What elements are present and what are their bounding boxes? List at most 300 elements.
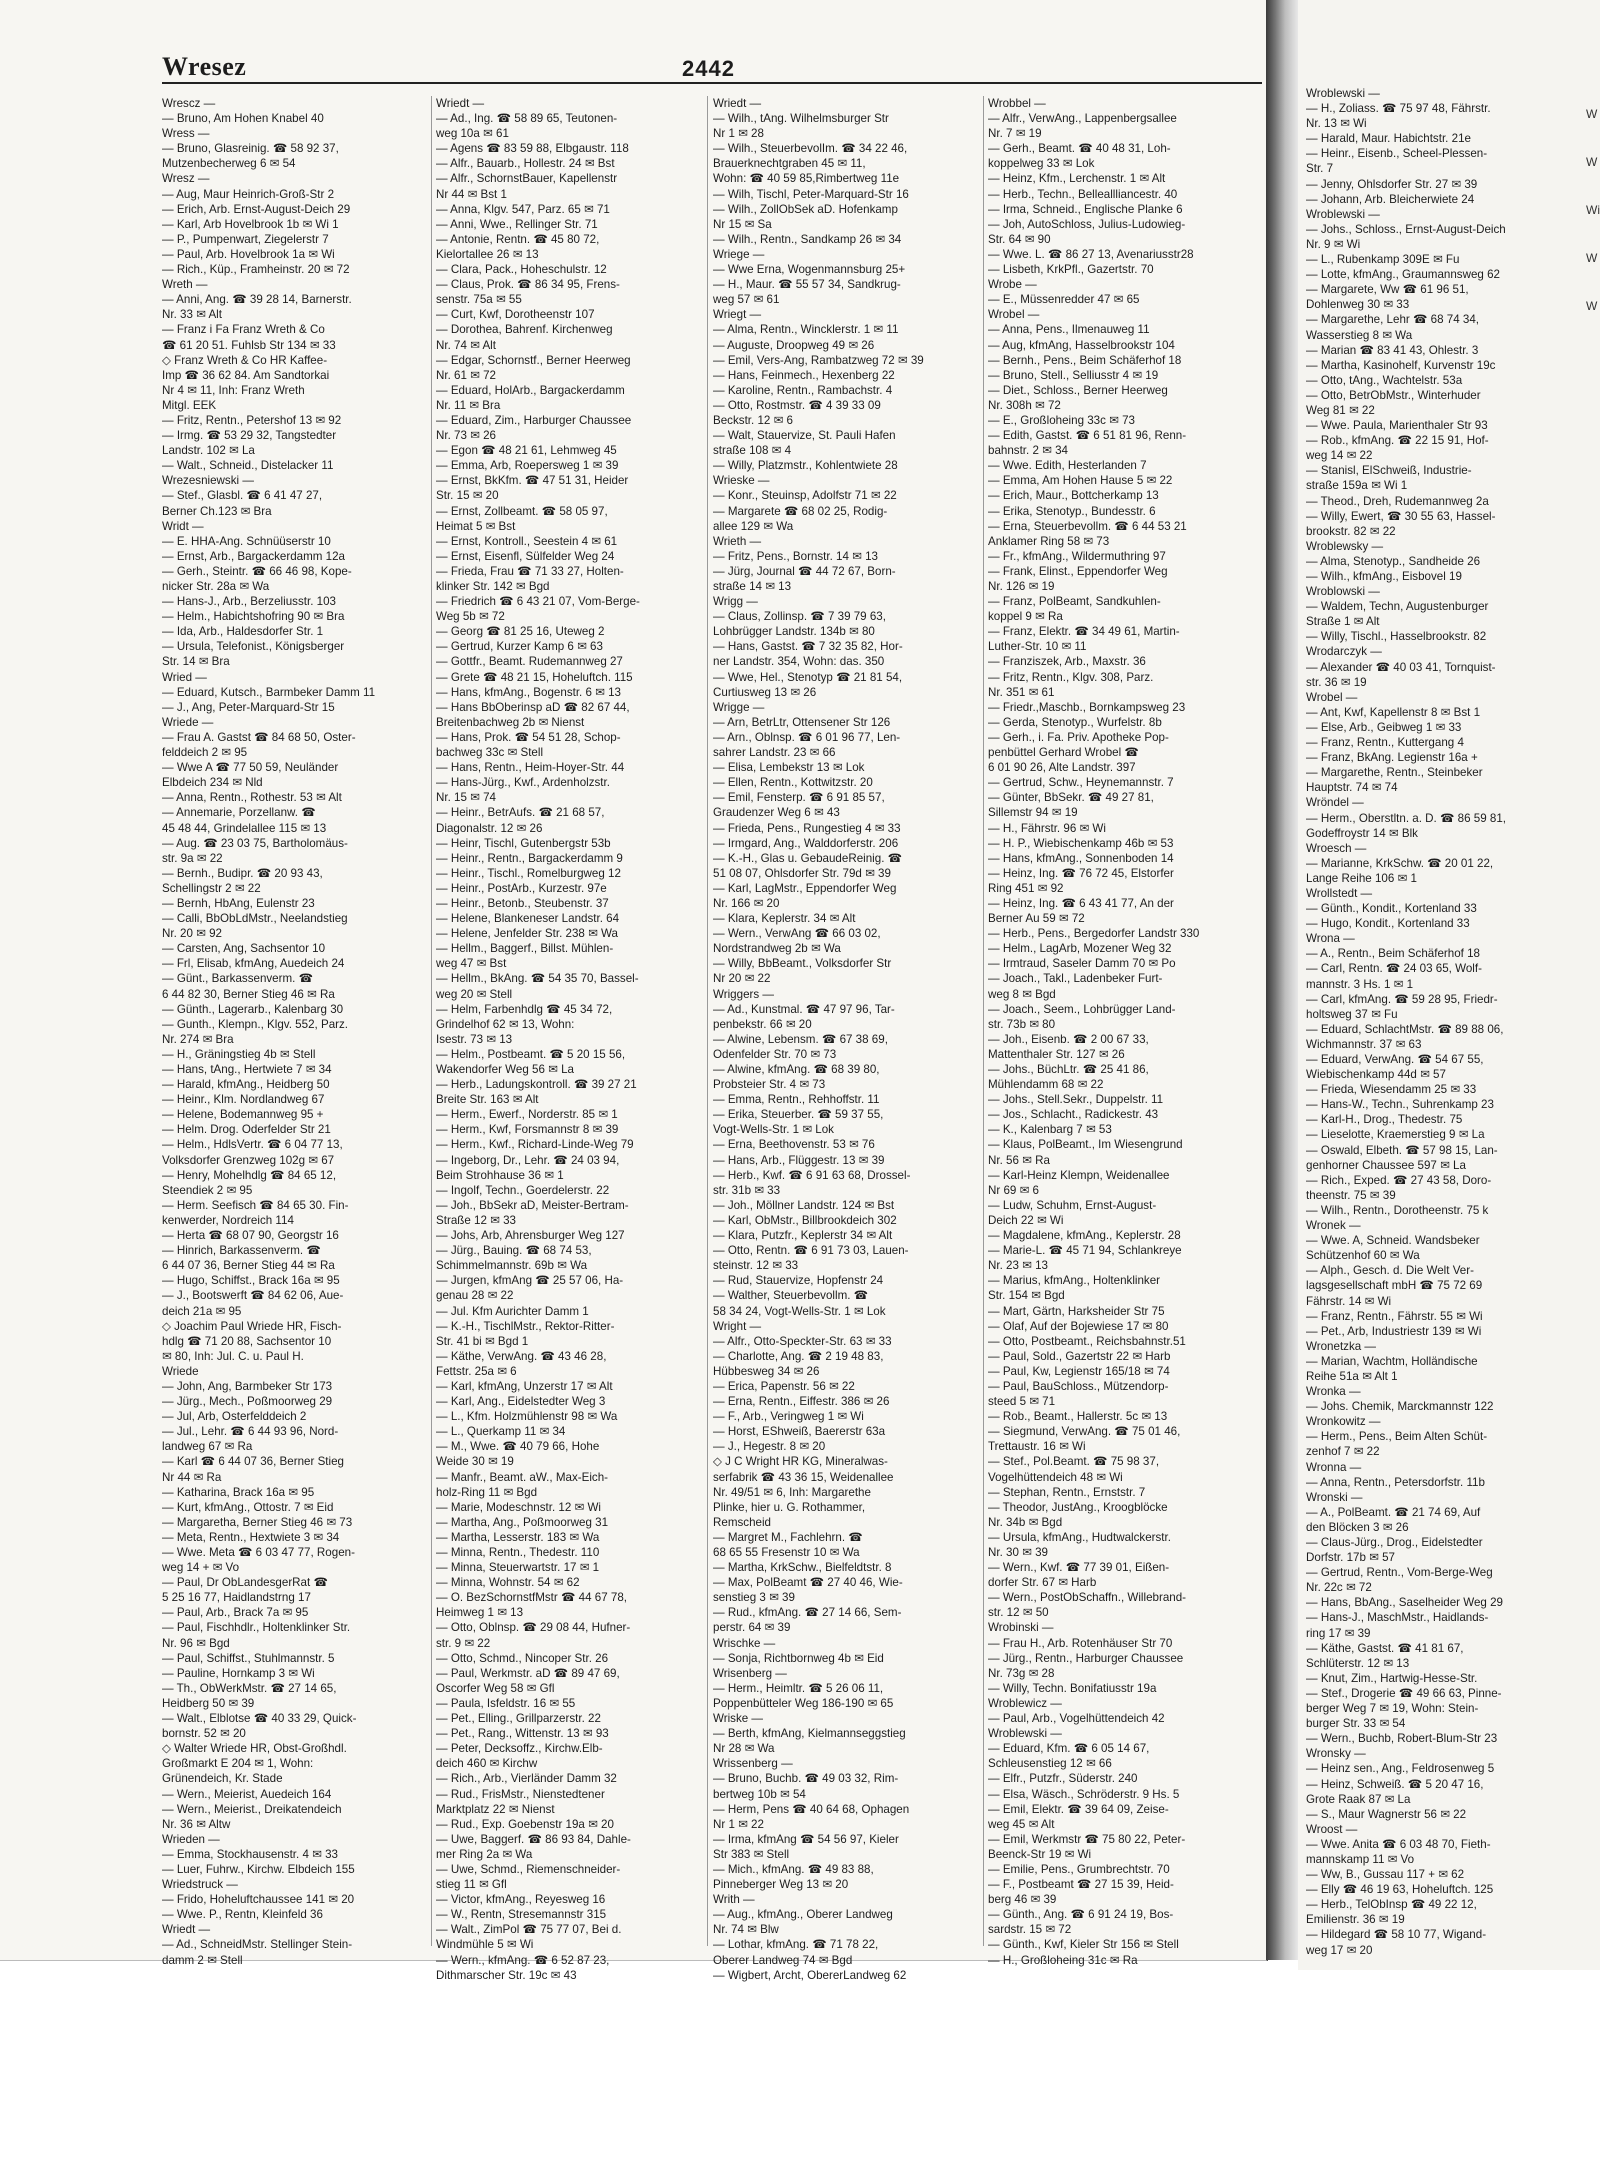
directory-entry: straße 108 ✉ 4 (713, 444, 792, 458)
directory-entry: — Karl ☎ 6 44 07 36, Berner Stieg (162, 1455, 345, 1469)
directory-entry: — Wwe. Paula, Marienthaler Str 93 (1306, 419, 1488, 433)
directory-entry: — Friedrich ☎ 6 43 21 07, Vom-Berge- (436, 595, 640, 609)
directory-entry: weg 17 ✉ 20 (1306, 1943, 1373, 1957)
directory-entry: Str. 14 ✉ Bra (162, 655, 230, 669)
directory-entry: Breitenbachweg 2b ✉ Nienst (436, 715, 585, 729)
directory-entry: berg 46 ✉ 39 (988, 1893, 1057, 1907)
directory-entry: — Aug. ☎ 23 03 75, Bartholomäus- (162, 836, 348, 850)
directory-entry: — Harald, Maur. Habichtstr. 21e (1306, 132, 1471, 146)
directory-entry: sahrer Landstr. 23 ✉ 66 (713, 746, 836, 760)
directory-entry: — Wern., Kwf. ☎ 77 39 01, Eißen- (988, 1561, 1170, 1575)
directory-entry: — Herta ☎ 68 07 90, Georgstr 16 (162, 1229, 339, 1243)
directory-entry: — Stephan, Rentn., Ernststr. 7 (988, 1485, 1146, 1499)
directory-entry: Nr. 96 ✉ Bgd (162, 1636, 230, 1650)
directory-entry: — Joh., Eisenb. ☎ 2 00 67 33, (988, 1032, 1149, 1046)
surname-heading: Wress — (162, 127, 210, 141)
directory-entry: — Sonja, Richtbornweg 4b ✉ Eid (713, 1651, 884, 1665)
directory-entry: senstr. 75a ✉ 55 (436, 293, 522, 307)
directory-entry: — Wilh., tAng. Wilhelmsburger Str (713, 112, 889, 126)
directory-entry: Str. 41 bi ✉ Bgd 1 (436, 1334, 529, 1348)
directory-entry: — Rich., Küp., Framheinstr. 20 ✉ 72 (162, 263, 350, 277)
directory-entry: Breite Str. 163 ✉ Alt (436, 1093, 539, 1107)
directory-entry: Nordstrandweg 2b ✉ Wa (713, 942, 841, 956)
directory-entry: — Ingolf, Techn., Goerdelerstr. 22 (436, 1183, 610, 1197)
directory-entry: Schellingstr 2 ✉ 22 (162, 881, 261, 895)
surname-heading: Wried — (162, 670, 207, 684)
directory-entry: — Franziszek, Arb., Maxstr. 36 (988, 655, 1146, 669)
directory-entry: — L., Kfm. Holzmühlenstr 98 ✉ Wa (436, 1410, 618, 1424)
directory-entry: — Ellen, Rentn., Kottwitzstr. 20 (713, 776, 873, 790)
directory-entry: — Carl, Rentn. ☎ 24 03 65, Wolf- (1306, 962, 1482, 976)
directory-entry: — Karl-H., Drog., Thedestr. 75 (1306, 1113, 1463, 1127)
directory-entry: — Bruno, Am Hohen Knabel 40 (162, 112, 324, 126)
directory-entry: — Margaretha, Berner Stieg 46 ✉ 73 (162, 1515, 353, 1529)
surname-heading: Wrieske — (713, 474, 770, 488)
directory-entry: — Heinz, Ing. ☎ 76 72 45, Elstorfer (988, 866, 1174, 880)
directory-entry: — Johs., BüchLtr. ☎ 25 41 86, (988, 1063, 1149, 1076)
edge-letter: W (1586, 155, 1598, 169)
directory-entry: Fettstr. 25a ✉ 6 (436, 1364, 517, 1378)
directory-entry: — Paul, Schiffst., Stuhlmannstr. 5 (162, 1651, 335, 1665)
directory-entry: — Erich, Maur., Bottcherkamp 13 (988, 489, 1159, 503)
directory-entry: — Wern., Meierist, Auedeich 164 (162, 1787, 332, 1801)
directory-entry: — Paul, Arb. Hovelbrook 1a ✉ Wi (162, 247, 335, 261)
directory-entry: Weide 30 ✉ 19 (436, 1455, 514, 1469)
directory-entry: Dithmarscher Str. 19c ✉ 43 (436, 1968, 577, 1982)
directory-entry: Nr. 126 ✉ 19 (988, 580, 1055, 593)
directory-entry: — H., Zoliass. ☎ 75 97 48, Fährstr. (1306, 102, 1491, 116)
directory-entry: — Johs, Arb, Ahrensburger Weg 127 (436, 1229, 625, 1243)
directory-entry: — Emma, Arb, Roepersweg 1 ✉ 39 (436, 459, 619, 473)
directory-entry: — Rob., kfmAng. ☎ 22 15 91, Hof- (1306, 434, 1489, 448)
directory-entry: zenhof 7 ✉ 22 (1306, 1445, 1380, 1459)
directory-entry: — Rud., FrisMstr., Nienstedtener (436, 1787, 605, 1801)
directory-entry: — Bernh, HbAng, Eulenstr 23 (162, 896, 315, 910)
directory-entry: — Marie-L. ☎ 45 71 94, Schlankreye (988, 1244, 1182, 1258)
directory-entry: Grote Raak 87 ✉ La (1306, 1792, 1411, 1806)
directory-entry: — Konr., Steuinsp, Adolfstr 71 ✉ 22 (713, 489, 897, 503)
directory-entry: — Grete ☎ 48 21 15, Hoheluftch. 115 (436, 670, 633, 684)
directory-entry: — Heinr., PostArb., Kurzestr. 97e (436, 881, 607, 895)
directory-entry: — Herm., Oberstltn. a. D. ☎ 86 59 81, (1306, 811, 1507, 825)
directory-entry: — Stef., Drogerie ☎ 49 66 63, Pinne- (1306, 1686, 1502, 1700)
directory-entry: — Emma, Am Hohen Hause 5 ✉ 22 (988, 474, 1173, 488)
directory-entry: — Walt., Elblotse ☎ 40 33 29, Quick- (162, 1712, 357, 1726)
directory-entry: — Agens ☎ 83 59 88, Elbgaustr. 118 (436, 142, 629, 156)
directory-entry: — Ad., SchneidMstr. Stellinger Stein- (162, 1938, 353, 1952)
directory-entry: — Martha, Ang., Poßmoorweg 31 (436, 1515, 609, 1529)
directory-entry: — Victor, kfmAng., Reyesweg 16 (436, 1893, 606, 1907)
directory-entry: — Hans, BbAng., Saselheider Weg 29 (1306, 1596, 1503, 1610)
directory-entry: — Emil, Elektr. ☎ 39 64 09, Zeise- (988, 1802, 1169, 1816)
directory-entry: — Eduard, SchlachtMstr. ☎ 89 88 06, (1306, 1022, 1504, 1036)
directory-entry: — Pauline, Hornkamp 3 ✉ Wi (162, 1666, 315, 1680)
directory-entry: Schützenhof 60 ✉ Wa (1306, 1249, 1420, 1263)
directory-entry: — Heinz, Ing. ☎ 6 43 41 77, An der (988, 896, 1174, 910)
directory-entry: damm 2 ✉ Stell (162, 1953, 243, 1967)
directory-entry: — Alexander ☎ 40 03 41, Tornquist- (1306, 660, 1496, 674)
directory-entry: — Hans, tAng., Hertwiete 7 ✉ 34 (162, 1063, 332, 1076)
directory-entry: Nr. 7 ✉ 19 (988, 127, 1042, 141)
directory-entry: — Mart, Gärtn, Harksheider Str 75 (988, 1304, 1165, 1318)
directory-entry: — Jul., Lehr. ☎ 6 44 93 96, Nord- (162, 1425, 339, 1439)
directory-entry: — Hellm., Baggerf., Billst. Mühlen- (436, 942, 614, 956)
directory-entry: brookstr. 82 ✉ 22 (1306, 524, 1396, 538)
directory-entry: — Ernst, Arb., Bargackerdamm 12a (162, 549, 345, 563)
directory-entry: — Fritz, Rentn., Klgv. 308, Parz. (988, 670, 1154, 684)
directory-entry: — Ant, Kwf, Kapellenstr 8 ✉ Bst 1 (1306, 705, 1481, 719)
directory-entry: — Uwe, Baggerf. ☎ 86 93 84, Dahle- (436, 1832, 631, 1846)
directory-entry: — Bernh., Pens., Beim Schäferhof 18 (988, 353, 1182, 367)
directory-entry: Str. 15 ✉ 20 (436, 489, 499, 503)
directory-entry: — Wwe. Anita ☎ 6 03 48 70, Fieth- (1306, 1837, 1491, 1851)
directory-entry: — Auguste, Droopweg 49 ✉ 26 (713, 338, 875, 352)
directory-entry: — Elly ☎ 46 19 63, Hoheluftch. 125 (1306, 1883, 1494, 1897)
directory-entry: Nr. 274 ✉ Bra (162, 1032, 234, 1046)
directory-entry: — Heinz, Schweiß. ☎ 5 20 47 16, (1306, 1777, 1484, 1791)
directory-entry: — Emilie, Pens., Grumbrechtstr. 70 (988, 1862, 1170, 1876)
directory-entry: — Margarethe, Lehr ☎ 68 74 34, (1306, 313, 1479, 327)
listing-column-1 (162, 96, 430, 1967)
directory-entry: Vogt-Wells-Str. 1 ✉ Lok (713, 1123, 834, 1137)
surname-heading: Wroblewski — (1306, 207, 1380, 221)
directory-entry: Mutzenbecherweg 6 ✉ 54 (162, 157, 296, 171)
directory-entry: — Willy, Ewert, ☎ 30 55 63, Hassel- (1306, 509, 1496, 523)
directory-entry: — Martha, Lesserstr. 183 ✉ Wa (436, 1530, 600, 1544)
directory-entry: Anklamer Ring 58 ✉ 73 (988, 534, 1110, 548)
directory-entry: — H., Maur. ☎ 55 57 34, Sandkrug- (713, 278, 901, 292)
directory-entry: 5 25 16 77, Haidlandstrng 17 (162, 1591, 311, 1605)
page-number: 2442 (682, 56, 735, 81)
directory-entry: Nr. 9 ✉ Wi (1306, 237, 1361, 251)
directory-entry: Deich 22 ✉ Wi (988, 1213, 1064, 1227)
directory-entry: Oberer Landweg 74 ✉ Bgd (713, 1953, 853, 1967)
directory-entry: Volksdorfer Grenzweg 102g ✉ 67 (162, 1153, 335, 1167)
directory-entry: Berner Au 59 ✉ 72 (988, 912, 1085, 926)
directory-entry: — Charlotte, Ang. ☎ 2 19 48 83, (713, 1349, 884, 1363)
directory-entry: — Heinr., Klm. Nordlandweg 67 (162, 1093, 325, 1107)
surname-heading: Wroblewski — (1306, 87, 1380, 100)
directory-entry: berger Weg 7 ✉ 19, Wohn: Stein- (1306, 1702, 1479, 1716)
surname-heading: Wright — (713, 1319, 762, 1333)
directory-entry: Imp ☎ 36 62 84. Am Sandtorkai (162, 368, 330, 382)
directory-entry: — Paula, Isfeldstr. 16 ✉ 55 (436, 1696, 576, 1710)
surname-heading: Wriedt — (436, 97, 485, 110)
directory-entry: — Käthe, VerwAng. ☎ 43 46 28, (436, 1349, 607, 1363)
directory-entry: senstieg 3 ✉ 39 (713, 1591, 795, 1605)
surname-heading: Wrescz — (162, 97, 216, 110)
book-spine-shadow (1266, 0, 1298, 1960)
directory-entry: — Otto, tAng., Wachtelstr. 53a (1306, 373, 1463, 387)
directory-entry: — Walt, Stauervize, St. Pauli Hafen (713, 429, 896, 443)
directory-entry: Mattenthaler Str. 127 ✉ 26 (988, 1047, 1125, 1061)
directory-entry: — Wern., Buchb, Robert-Blum-Str 23 (1306, 1732, 1498, 1746)
directory-entry: — Johs., Schloss., Ernst-August-Deich (1306, 222, 1506, 236)
directory-entry: — Gertrud, Schw., Heynemannstr. 7 (988, 776, 1174, 790)
directory-entry: Brauerknechtgraben 45 ✉ 11, (713, 157, 866, 171)
directory-entry: Nr. 74 ✉ Alt (436, 338, 496, 352)
directory-entry: — Theod., Dreh, Rudemannweg 2a (1306, 494, 1489, 508)
surname-heading: Wrischke — (713, 1636, 776, 1650)
directory-entry: — Hans, Rentn., Heim-Hoyer-Str. 44 (436, 761, 625, 775)
directory-entry: Nr. 308h ✉ 72 (988, 398, 1061, 412)
directory-entry: — Alma, Stenotyp., Sandheide 26 (1306, 554, 1481, 568)
directory-entry: — Horst, EShweiß, Baererstr 63a (713, 1425, 886, 1439)
directory-entry: Wichmannstr. 37 ✉ 63 (1306, 1037, 1422, 1051)
directory-entry: — Klaus, PolBeamt., Im Wiesengrund (988, 1138, 1183, 1152)
directory-entry: — Hans, kfmAng., Bogenstr. 6 ✉ 13 (436, 685, 621, 699)
directory-entry: — Elisa, Lembekstr 13 ✉ Lok (713, 761, 865, 775)
directory-entry: — Gottfr., Beamt. Rudemannweg 27 (436, 655, 623, 669)
directory-entry: Nr. 15 ✉ 74 (436, 791, 496, 805)
directory-entry: Nr. 33 ✉ Alt (162, 308, 222, 322)
directory-entry: — Paul, Fischhdlr., Holtenklinker Str. (162, 1621, 351, 1635)
directory-entry: Wohn: ☎ 40 59 85,Rimbertweg 11e (713, 172, 900, 186)
directory-entry: — Diet., Schloss., Berner Heerweg (988, 383, 1168, 397)
directory-entry: Beim Strohhause 36 ✉ 1 (436, 1168, 564, 1182)
surname-heading: Writh — (713, 1893, 755, 1907)
listing-column-2 (436, 96, 704, 1982)
directory-entry: den Blöcken 3 ✉ 26 (1306, 1520, 1409, 1534)
directory-entry: holtsweg 37 ✉ Fu (1306, 1007, 1398, 1021)
directory-entry: — Herb., Techn., Belleallliancestr. 40 (988, 187, 1178, 201)
directory-entry: — Elfr., Putzfr., Süderstr. 240 (988, 1772, 1138, 1786)
directory-entry: — Eduard, Kfm. ☎ 6 05 14 67, (988, 1742, 1150, 1756)
directory-entry: — Hans, Arb., Flüggestr. 13 ✉ 39 (713, 1153, 885, 1167)
directory-entry: — Jos., Schlacht., Radickestr. 43 (988, 1108, 1159, 1122)
surname-heading: Wrigg — (713, 595, 758, 609)
directory-entry: kenwerder, Nordreich 114 (162, 1213, 294, 1227)
directory-entry: — Frieda, Frau ☎ 71 33 27, Holten- (436, 564, 624, 578)
directory-entry: — Luer, Fuhrw., Kirchw. Elbdeich 155 (162, 1862, 355, 1876)
directory-entry: — Ida, Arb., Haldesdorfer Str. 1 (162, 625, 324, 639)
directory-entry: — Pet., Elling., Grillparzerstr. 22 (436, 1712, 601, 1726)
directory-entry: — Klara, Keplerstr. 34 ✉ Alt (713, 912, 856, 926)
directory-entry: — Herm. Seefisch ☎ 84 65 30. Fin- (162, 1198, 349, 1212)
directory-entry: — Th., ObWerkMstr. ☎ 27 14 65, (162, 1681, 337, 1695)
directory-entry: — Jürg., Mech., Poßmoorweg 29 (162, 1395, 333, 1409)
directory-entry: — Theodor, JustAng., Kroogblöcke (988, 1500, 1168, 1514)
directory-entry: — Claus-Jürg., Drog., Eidelstedter (1306, 1536, 1483, 1549)
directory-entry: Probsteier Str. 4 ✉ 73 (713, 1078, 826, 1092)
directory-entry: — H. P., Wiebischenkamp 46b ✉ 53 (988, 836, 1174, 850)
directory-entry: — J., Ang, Peter-Marquard-Str 15 (162, 700, 335, 714)
surname-heading: Wrollstedt — (1306, 886, 1373, 900)
directory-entry: — Eduard, VerwAng. ☎ 54 67 55, (1306, 1053, 1484, 1066)
surname-heading: Wronski — (1306, 1490, 1363, 1504)
directory-entry: — Helene, Bodemannweg 95 + (162, 1108, 324, 1122)
directory-entry: — Karl, LagMstr., Eppendorfer Weg (713, 881, 897, 895)
surname-heading: Wrieden — (162, 1832, 220, 1846)
surname-heading: Wrobbel — (988, 97, 1046, 110)
directory-entry: — Hugo, Schiffst., Brack 16a ✉ 95 (162, 1274, 340, 1288)
directory-entry: — Frank, Elinst., Eppendorfer Weg (988, 564, 1168, 578)
surname-heading: Wroblewicz — (988, 1696, 1062, 1710)
directory-entry: — J., Bootswerft ☎ 84 62 06, Aue- (162, 1289, 344, 1303)
directory-entry: — Joach., Takl., Ladenbeker Furt- (988, 972, 1163, 986)
surname-heading: Wriggers — (713, 987, 774, 1001)
directory-entry: Großmarkt E 204 ✉ 1, Wohn: (162, 1757, 314, 1771)
surname-heading: Wrodarczyk — (1306, 645, 1382, 659)
directory-entry: Curtiusweg 13 ✉ 26 (713, 685, 817, 699)
directory-entry: steed 5 ✉ 71 (988, 1395, 1056, 1409)
directory-entry: str. 9a ✉ 22 (162, 851, 223, 865)
directory-entry: genau 28 ✉ 22 (436, 1289, 514, 1303)
directory-entry: — Erna, Rentn., Eiffestr. 386 ✉ 26 (713, 1395, 890, 1409)
directory-entry: Berner Ch.123 ✉ Bra (162, 504, 272, 518)
directory-entry: — Frieda, Wiesendamm 25 ✉ 33 (1306, 1083, 1477, 1097)
directory-entry: Str. 154 ✉ Bgd (988, 1289, 1065, 1303)
directory-entry: — Frau A. Gastst ☎ 84 68 50, Oster- (162, 730, 356, 744)
directory-entry: — Franz, BkAng. Legienstr 16a + (1306, 751, 1478, 765)
directory-entry: — Jürg., Bauing. ☎ 68 74 53, (436, 1244, 592, 1258)
directory-entry: — Emma, Rentn., Rehhoffstr. 11 (713, 1093, 880, 1107)
directory-entry: — Fr., kfmAng., Wildermuthring 97 (988, 549, 1166, 563)
directory-entry: — E., Müssenredder 47 ✉ 65 (988, 293, 1140, 307)
directory-entry: Nr 1 ✉ 22 (713, 1817, 764, 1831)
directory-entry: — Günth., Lagerarb., Kalenbarg 30 (162, 1002, 344, 1016)
directory-entry: — Wwe Erna, Wogenmannsburg 25+ (713, 263, 906, 277)
directory-entry: Odenfelder Str. 70 ✉ 73 (713, 1047, 837, 1061)
directory-entry: — Otto, Schmd., Nincoper Str. 26 (436, 1651, 609, 1665)
surname-heading: Wrobe — (988, 278, 1037, 292)
directory-entry: 6 44 07 36, Berner Stieg 44 ✉ Ra (162, 1259, 335, 1273)
directory-entry: — Wwe. P., Rentn, Kleinfeld 36 (162, 1908, 323, 1922)
directory-entry: Elbdeich 234 ✉ Nld (162, 776, 263, 790)
directory-entry: Nr. 351 ✉ 61 (988, 685, 1055, 699)
directory-entry: — Karl, Ang., Eidelstedter Weg 3 (436, 1395, 606, 1409)
surname-heading: Wresz — (162, 172, 210, 186)
directory-entry: — Ludw, Schuhm, Ernst-August- (988, 1198, 1157, 1212)
directory-entry: — Annemarie, Porzellanw. ☎ (162, 806, 316, 820)
directory-entry: Sillemstr 94 ✉ 19 (988, 806, 1078, 820)
directory-entry: — Heinr., Rentn., Bargackerdamm 9 (436, 851, 623, 865)
directory-entry: klinker Str. 142 ✉ Bgd (436, 580, 550, 593)
directory-entry: mer Ring 2a ✉ Wa (436, 1847, 533, 1861)
directory-entry: — S., Maur Wagnerstr 56 ✉ 22 (1306, 1807, 1467, 1821)
directory-entry: Nr. 74 ✉ Blw (713, 1923, 779, 1937)
directory-entry: — Otto, Rentn. ☎ 6 91 73 03, Lauen- (713, 1244, 909, 1258)
directory-entry: Steendiek 2 ✉ 95 (162, 1183, 253, 1197)
directory-entry: Nr 69 ✉ 6 (988, 1183, 1039, 1197)
directory-entry: — Emil, Fensterp. ☎ 6 91 85 57, (713, 791, 885, 805)
directory-entry: — Helm, Farbenhdlg ☎ 45 34 72, (436, 1002, 613, 1016)
surname-heading: Wroesch — (1306, 841, 1367, 855)
directory-entry: Nr. 30 ✉ 39 (988, 1546, 1048, 1559)
directory-entry: — Rud., kfmAng. ☎ 27 14 66, Sem- (713, 1606, 902, 1620)
directory-entry: — Joh, AutoSchloss, Julius-Ludowieg- (988, 217, 1186, 231)
surname-heading: Wroost — (1306, 1822, 1358, 1836)
directory-entry: — Karl, Arb Hovelbrook 1b ✉ Wi 1 (162, 217, 339, 231)
directory-entry: Kielortallee 26 ✉ 13 (436, 247, 539, 261)
directory-entry: — Erich, Arb. Ernst-August-Deich 29 (162, 202, 351, 216)
directory-entry: ◇ J C Wright HR KG, Mineralwas- (713, 1455, 888, 1469)
directory-entry: — Alma, Rentn., Wincklerstr. 1 ✉ 11 (713, 323, 899, 337)
directory-entry: — Irmg. ☎ 53 29 32, Tangstedter (162, 429, 337, 443)
directory-entry: — Jenny, Ohlsdorfer Str. 27 ✉ 39 (1306, 177, 1478, 191)
directory-entry: — Wern., kfmAng. ☎ 6 52 87 23, (436, 1953, 610, 1967)
facing-page-column (1306, 86, 1586, 1957)
surname-heading: Wriege — (713, 247, 765, 261)
directory-entry: — Günth., Kwf, Kieler Str 156 ✉ Stell (988, 1938, 1179, 1952)
surname-heading: Wronkowitz — (1306, 1415, 1381, 1429)
directory-entry: perstr. 64 ✉ 39 (713, 1621, 791, 1635)
directory-entry: — Heinr., Eisenb., Scheel-Plessen- (1306, 147, 1488, 161)
directory-entry: — Ingeborg, Dr., Lehr. ☎ 24 03 94, (436, 1153, 620, 1167)
directory-entry: — Alfr., Bauarb., Hollestr. 24 ✉ Bst (436, 157, 615, 171)
directory-entry: Mitgl. EEK (162, 398, 217, 412)
directory-entry: — Walt., ZimPol ☎ 75 77 07, Bei d. (436, 1923, 622, 1937)
surname-heading: Wronka — (1306, 1385, 1361, 1399)
directory-entry: theenstr. 75 ✉ 39 (1306, 1188, 1396, 1202)
directory-entry: — Heinr., Betonb., Steubenstr. 37 (436, 896, 609, 910)
directory-entry: — Claus, Zollinsp. ☎ 7 39 79 63, (713, 610, 886, 624)
directory-entry: — Arn, BetrLtr, Ottensener Str 126 (713, 715, 891, 729)
surname-heading: Wroblewsky — (1306, 539, 1384, 553)
directory-entry: — Marian ☎ 83 41 43, Ohlestr. 3 (1306, 343, 1479, 357)
directory-entry: Vogelhüttendeich 48 ✉ Wi (988, 1470, 1123, 1484)
directory-entry: — H., Fährstr. 96 ✉ Wi (988, 821, 1106, 835)
directory-entry: — Mich., kfmAng. ☎ 49 83 88, (713, 1862, 874, 1876)
directory-entry: burger Str. 33 ✉ 54 (1306, 1717, 1406, 1731)
directory-entry: — Hans-J., Arb., Berzeliusstr. 103 (162, 595, 336, 609)
directory-entry: — Jürg, Journal ☎ 44 72 67, Born- (713, 564, 896, 578)
directory-entry: 51 08 07, Ohlsdorfer Str. 79d ✉ 39 (713, 866, 891, 880)
directory-entry: — Otto, Rostmstr. ☎ 4 39 33 09 (713, 398, 881, 412)
directory-entry: — Marie, Modeschnstr. 12 ✉ Wi (436, 1500, 601, 1514)
directory-entry: — Otto, Oblnsp. ☎ 29 08 44, Hufner- (436, 1621, 631, 1635)
directory-entry: — M., Wwe. ☎ 40 79 66, Hohe (436, 1440, 600, 1454)
directory-entry: str. 31b ✉ 33 (713, 1183, 781, 1197)
directory-entry: Luther-Str. 10 ✉ 11 (988, 640, 1087, 654)
directory-entry: Nr. 56 ✉ Ra (988, 1153, 1050, 1167)
directory-entry: Heimweg 1 ✉ 13 (436, 1606, 524, 1620)
directory-entry: — L., Rubenkamp 309E ✉ Fu (1306, 253, 1460, 267)
directory-entry: — Hans, Gastst. ☎ 7 32 35 82, Hor- (713, 640, 903, 654)
directory-entry: 58 34 24, Vogt-Wells-Str. 1 ✉ Lok (713, 1304, 886, 1318)
directory-entry: — Wilh., Rentn., Dorotheenstr. 75 k (1306, 1203, 1489, 1217)
surname-heading: Wroblewski — (988, 1727, 1062, 1741)
directory-entry: — Johann, Arb. Bleicherwiete 24 (1306, 192, 1475, 206)
directory-entry: Wriede (162, 1364, 199, 1378)
directory-entry: Nr. 34b ✉ Bgd (988, 1515, 1063, 1529)
directory-entry: — Hildegard ☎ 58 10 77, Wigand- (1306, 1928, 1487, 1942)
directory-entry: — Wwe. A, Schneid. Wandsbeker (1306, 1234, 1480, 1248)
directory-entry: deich 460 ✉ Kirchw (436, 1757, 538, 1771)
directory-entry: — Erika, Steuerber. ☎ 59 37 55, (713, 1108, 884, 1122)
directory-entry: — Eduard, Zim., Harburger Chaussee (436, 413, 632, 427)
surname-heading: Wronek — (1306, 1219, 1361, 1233)
directory-entry: lagsgesellschaft mbH ☎ 75 72 69 (1306, 1279, 1483, 1293)
directory-entry: — Alfr., Otto-Speckter-Str. 63 ✉ 33 (713, 1334, 892, 1348)
directory-entry: — Heinr, Tischl, Gutenbergstr 53b (436, 836, 611, 850)
directory-entry: Wasserstieg 8 ✉ Wa (1306, 328, 1413, 342)
directory-entry: Wakendorfer Weg 56 ✉ La (436, 1063, 574, 1076)
directory-entry: — E. HHA-Ang. Schnüüserstr 10 (162, 534, 331, 548)
directory-entry: Nr. 22c ✉ 72 (1306, 1581, 1372, 1595)
directory-entry: — Hans BbOberinsp aD ☎ 82 67 44, (436, 700, 630, 714)
directory-entry: nicker Str. 28a ✉ Wa (162, 580, 270, 593)
directory-entry: Nr. 20 ✉ 92 (162, 927, 222, 941)
directory-entry: — Wern., Meierist., Dreikatendeich (162, 1802, 342, 1816)
directory-entry: ◇ Walter Wriede HR, Obst-Großhdl. (162, 1742, 347, 1756)
directory-entry: — Ursula, kfmAng., Hudtwalckerstr. (988, 1530, 1171, 1544)
directory-entry: — F., Arb., Veringweg 1 ✉ Wi (713, 1410, 864, 1424)
directory-entry: — Aug, kfmAng, Hasselbrookstr 104 (988, 338, 1175, 352)
directory-entry: — Gerh., i. Fa. Priv. Apotheke Pop- (988, 730, 1169, 744)
directory-entry: — Günth., Ang. ☎ 6 91 24 19, Bos- (988, 1908, 1174, 1922)
directory-entry: — Lisbeth, KrkPfl., Gazertstr. 70 (988, 263, 1154, 277)
